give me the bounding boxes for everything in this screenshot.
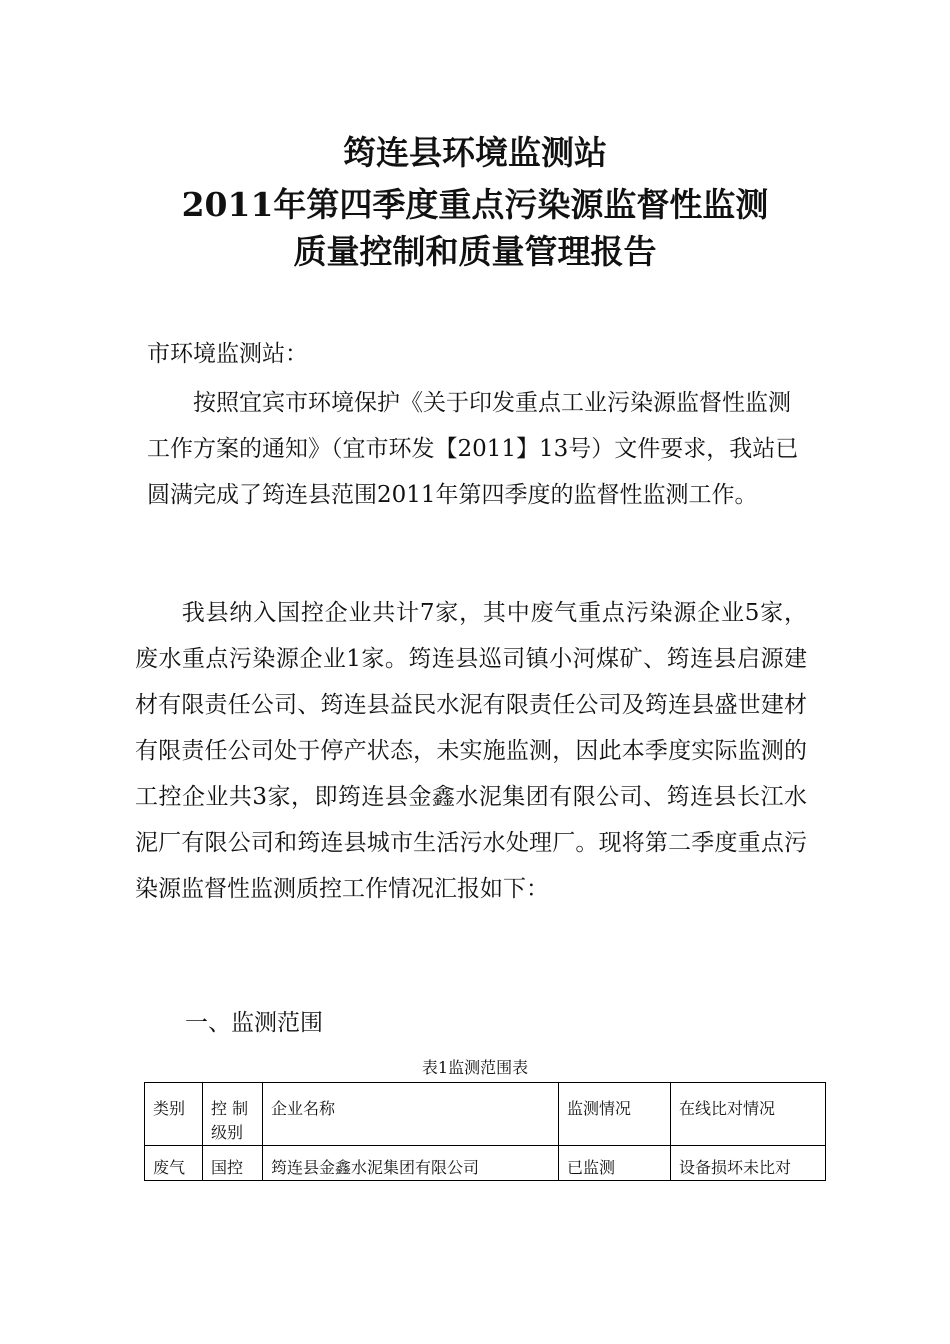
table-header-cell: 监测情况 (559, 1083, 671, 1146)
paragraph-intro-text: 按照宜宾市环境保护《关于印发重点工业污染源监督性监测工作方案的通知》（宜市环发【2011】13号）文件要求，我站已圆满完成了筠连县范围2011年第四季度的监督性监测工作。 (147, 390, 799, 508)
paragraph-summary-text: 我县纳入国控企业共计7家，其中废气重点污染源企业5家，废水重点污染源企业1家。筠连县巡司镇小河煤矿、筠连县启源建材有限责任公司、筠连县益民水泥有限责任公司及筠连县盛世建材有限责任公司处于停产状态，未实施监测，因此本季度实际监测的工控企业共3家，即筠连县金鑫水泥集团有限公司、筠连县长江水泥厂有限公司和筠连县城市生活污水处理厂。现将第二季度重点污染源监督性监测质控工作情况汇报如下： (135, 600, 807, 902)
monitoring-scope-table (144, 1082, 826, 1181)
table-cell: 废气 (145, 1146, 203, 1181)
section-heading: 一、监测范围 (185, 1010, 323, 1036)
table-header-cell: 在线比对情况 (671, 1083, 826, 1146)
table-header-cell: 控 制级别 (203, 1083, 263, 1146)
table-cell: 设备损坏未比对 (671, 1146, 826, 1181)
table-header-cell: 企业名称 (263, 1083, 559, 1146)
table-cell: 国控 (203, 1146, 263, 1181)
document-title-line2: 2011年第四季度重点污染源监督性监测 (181, 185, 769, 224)
table-cell: 筠连县金鑫水泥集团有限公司 (263, 1146, 559, 1181)
paragraph-summary (135, 590, 807, 912)
paragraph-intro (147, 380, 807, 518)
salutation: 市环境监测站： (147, 341, 308, 367)
document-title-line1: 筠连县环境监测站 (343, 133, 607, 172)
document-title-line3: 质量控制和质量管理报告 (293, 232, 657, 271)
table-header-cell: 类别 (145, 1083, 203, 1146)
table-cell: 已监测 (559, 1146, 671, 1181)
table-caption: 表1监测范围表 (421, 1058, 529, 1077)
table-row (145, 1146, 826, 1181)
table-header-row (145, 1083, 826, 1146)
